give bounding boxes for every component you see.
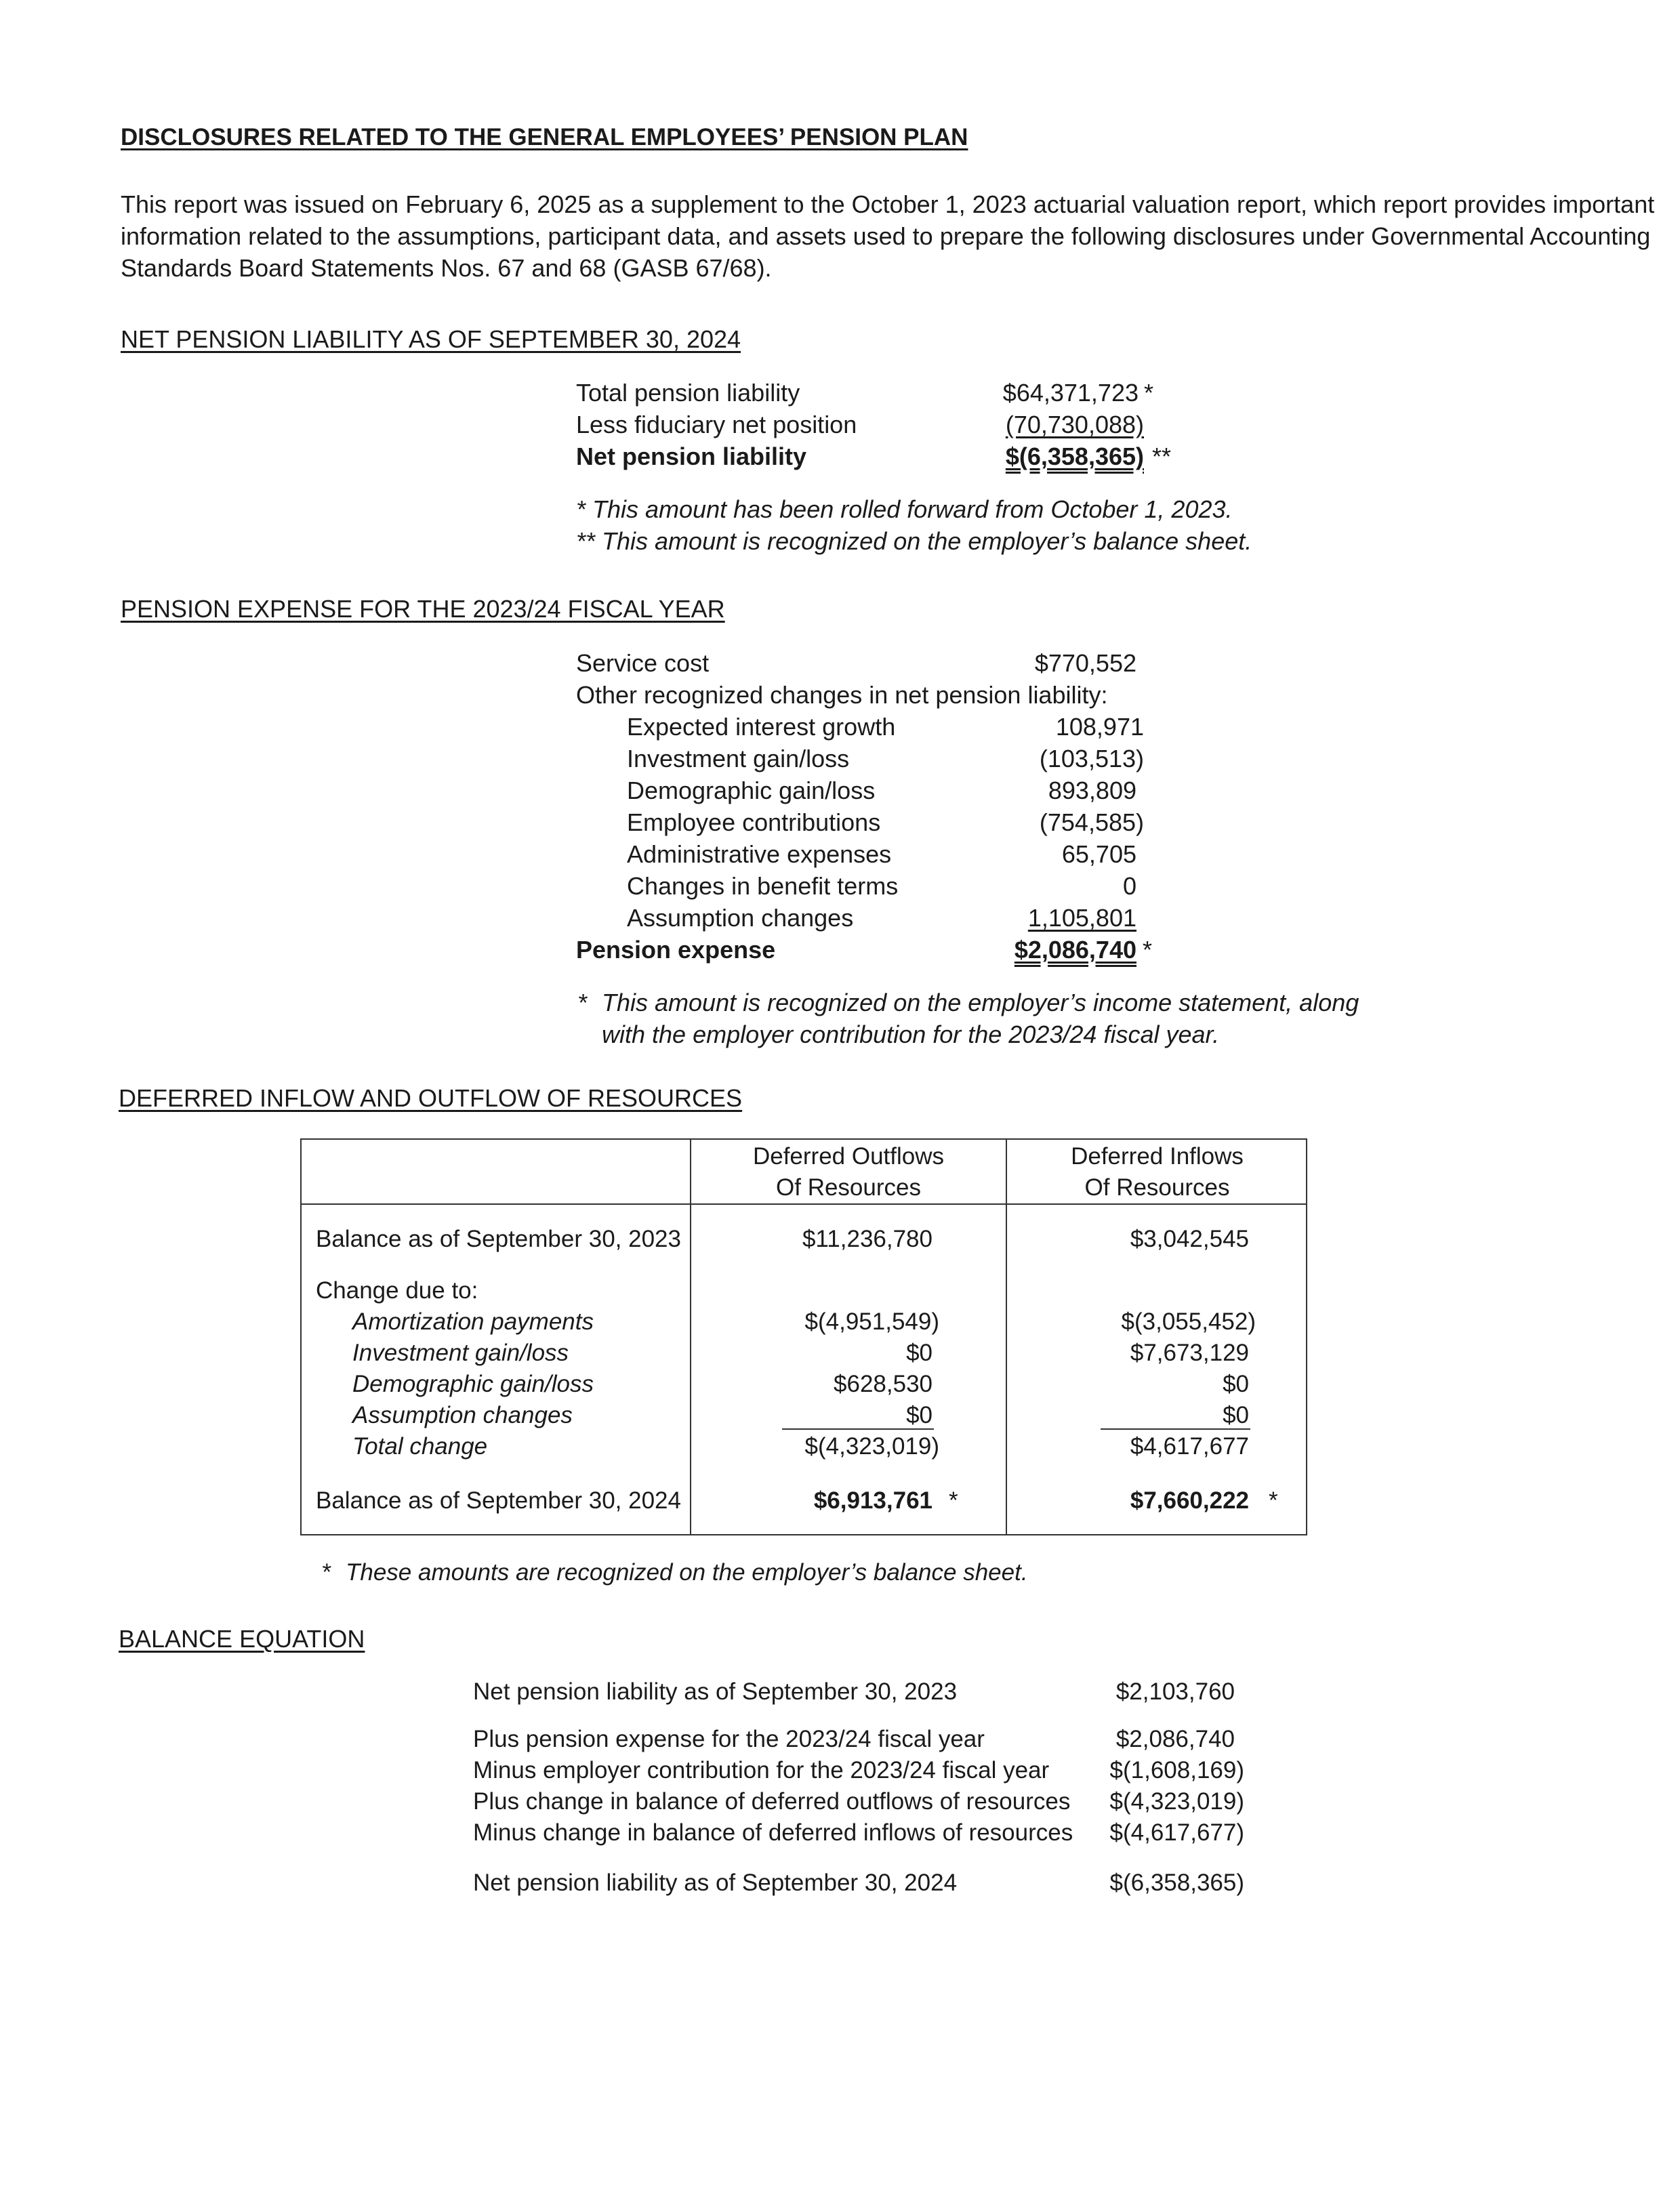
end-outflows-value: $6,913,761 — [813, 1487, 933, 1514]
npl-fiduciary-value: (70,730,088) — [1005, 411, 1144, 438]
change-row-label: Demographic gain/loss — [352, 1371, 594, 1397]
expense-item-label: Administrative expenses — [627, 840, 892, 868]
balance-end-label: Net pension liability as of September 30, 2024 — [473, 1870, 958, 1896]
service-cost-label: Service cost — [576, 649, 710, 677]
intro-line-3: Standards Board Statements Nos. 67 and 68 (GASB 67/68). — [121, 254, 772, 282]
change-row-outflow: $0 — [906, 1402, 933, 1428]
change-row-outflow: $(4,951,549) — [804, 1308, 939, 1335]
col-inflows-header: Deferred Inflows — [1071, 1143, 1244, 1170]
expense-item-label: Employee contributions — [627, 808, 881, 836]
balance-item-label: Minus change in balance of deferred inflows of resources — [473, 1819, 1073, 1846]
balance-item-label: Minus employer contribution for the 2023/24 fiscal year — [473, 1757, 1050, 1783]
end-inflows-mark: * — [1269, 1487, 1278, 1514]
npl-total-value: $64,371,723 — [1002, 379, 1139, 407]
col-outflows-header: Deferred Outflows — [752, 1143, 945, 1170]
expense-heading: PENSION EXPENSE FOR THE 2023/24 FISCAL YEAR — [121, 595, 725, 623]
expense-note-line-1: This amount is recognized on the employer’s income statement, along — [602, 989, 1359, 1016]
table-header-rule — [300, 1203, 1307, 1205]
expense-note-line-2: with the employer contribution for the 2023/24 fiscal year. — [602, 1020, 1220, 1048]
change-row-inflow: $(3,055,452) — [1121, 1308, 1256, 1335]
balance-heading: BALANCE EQUATION — [119, 1625, 365, 1653]
balance-item-value: $(4,617,677) — [1109, 1819, 1244, 1846]
change-row-outflow: $(4,323,019) — [804, 1433, 939, 1460]
balance-end-value: $(6,358,365) — [1109, 1870, 1244, 1896]
intro-line-2: information related to the assumptions, participant data, and assets used to prepare the following disclosures under Governmental Accounting — [121, 222, 1651, 250]
change-row-inflow: $0 — [1223, 1371, 1249, 1397]
deferred-note: These amounts are recognized on the employer’s balance sheet. — [346, 1559, 1028, 1586]
other-changes-label: Other recognized changes in net pension liability: — [576, 681, 1108, 709]
balance-start-label: Net pension liability as of September 30, 2023 — [473, 1678, 958, 1705]
expense-item-value: (103,513) — [1039, 745, 1144, 772]
balance-item-label: Plus change in balance of deferred outflows of resources — [473, 1788, 1071, 1815]
pension-expense-mark: * — [1143, 936, 1153, 964]
balance-item-value: $(4,323,019) — [1109, 1788, 1244, 1815]
npl-note-1: * This amount has been rolled forward from October 1, 2023. — [576, 495, 1233, 523]
end-balance-label: Balance as of September 30, 2024 — [316, 1487, 681, 1514]
begin-balance-label: Balance as of September 30, 2023 — [316, 1226, 681, 1252]
page-title: DISCLOSURES RELATED TO THE GENERAL EMPLOYEES’ PENSION PLAN — [121, 124, 968, 150]
service-cost-value: $770,552 — [1034, 649, 1136, 677]
balance-item-label: Plus pension expense for the 2023/24 fiscal year — [473, 1726, 985, 1752]
deferred-heading: DEFERRED INFLOW AND OUTFLOW OF RESOURCES — [119, 1084, 743, 1112]
end-inflows-value: $7,660,222 — [1130, 1487, 1249, 1514]
subtotal-rule — [1101, 1428, 1250, 1430]
balance-item-value: $(1,608,169) — [1109, 1757, 1244, 1783]
expense-item-label: Expected interest growth — [627, 713, 896, 741]
intro-line-1: This report was issued on February 6, 2025 as a supplement to the October 1, 2023 actuarial valuation report, which report provides important — [121, 190, 1655, 218]
npl-fiduciary-label: Less fiduciary net position — [576, 411, 857, 438]
npl-total-mark: * — [1144, 379, 1154, 407]
expense-item-label: Demographic gain/loss — [627, 777, 876, 804]
change-row-label: Investment gain/loss — [352, 1340, 569, 1366]
npl-net-value: $(6,358,365) — [1005, 442, 1144, 470]
expense-item-value: 65,705 — [1061, 840, 1136, 868]
change-row-label: Assumption changes — [352, 1402, 573, 1428]
subtotal-rule — [782, 1428, 934, 1430]
col-outflows-header: Of Resources — [776, 1174, 921, 1201]
expense-item-value: (754,585) — [1039, 808, 1144, 836]
pension-expense-value: $2,086,740 — [1014, 936, 1136, 964]
change-row-inflow: $4,617,677 — [1130, 1433, 1249, 1460]
change-row-label: Amortization payments — [352, 1308, 594, 1335]
npl-net-mark: ** — [1152, 442, 1172, 470]
expense-item-label: Assumption changes — [627, 904, 854, 932]
change-row-inflow: $7,673,129 — [1130, 1340, 1249, 1366]
col-inflows-header: Of Resources — [1084, 1174, 1230, 1201]
npl-net-label: Net pension liability — [576, 442, 807, 470]
balance-item-value: $2,086,740 — [1115, 1726, 1235, 1752]
end-outflows-mark: * — [949, 1487, 958, 1514]
expense-item-value: 893,809 — [1048, 777, 1136, 804]
change-row-label: Total change — [352, 1433, 488, 1460]
npl-heading: NET PENSION LIABILITY AS OF SEPTEMBER 30, 2024 — [121, 325, 741, 353]
begin-outflows-value: $11,236,780 — [802, 1226, 933, 1252]
expense-item-value: 1,105,801 — [1027, 904, 1136, 932]
change-row-outflow: $628,530 — [834, 1371, 933, 1397]
expense-item-value: 0 — [1122, 872, 1136, 900]
expense-note-mark: * — [577, 989, 588, 1016]
npl-total-label: Total pension liability — [576, 379, 800, 407]
balance-start-value: $2,103,760 — [1115, 1678, 1235, 1705]
change-row-inflow: $0 — [1223, 1402, 1249, 1428]
change-due-label: Change due to: — [316, 1277, 478, 1304]
expense-item-value: 108,971 — [1055, 713, 1144, 741]
change-row-outflow: $0 — [906, 1340, 933, 1366]
expense-item-label: Investment gain/loss — [627, 745, 850, 772]
begin-inflows-value: $3,042,545 — [1130, 1226, 1249, 1252]
deferred-note-mark: * — [321, 1559, 331, 1586]
expense-item-label: Changes in benefit terms — [627, 872, 899, 900]
pension-expense-label: Pension expense — [576, 936, 776, 964]
npl-note-2: ** This amount is recognized on the employer’s balance sheet. — [576, 527, 1252, 555]
